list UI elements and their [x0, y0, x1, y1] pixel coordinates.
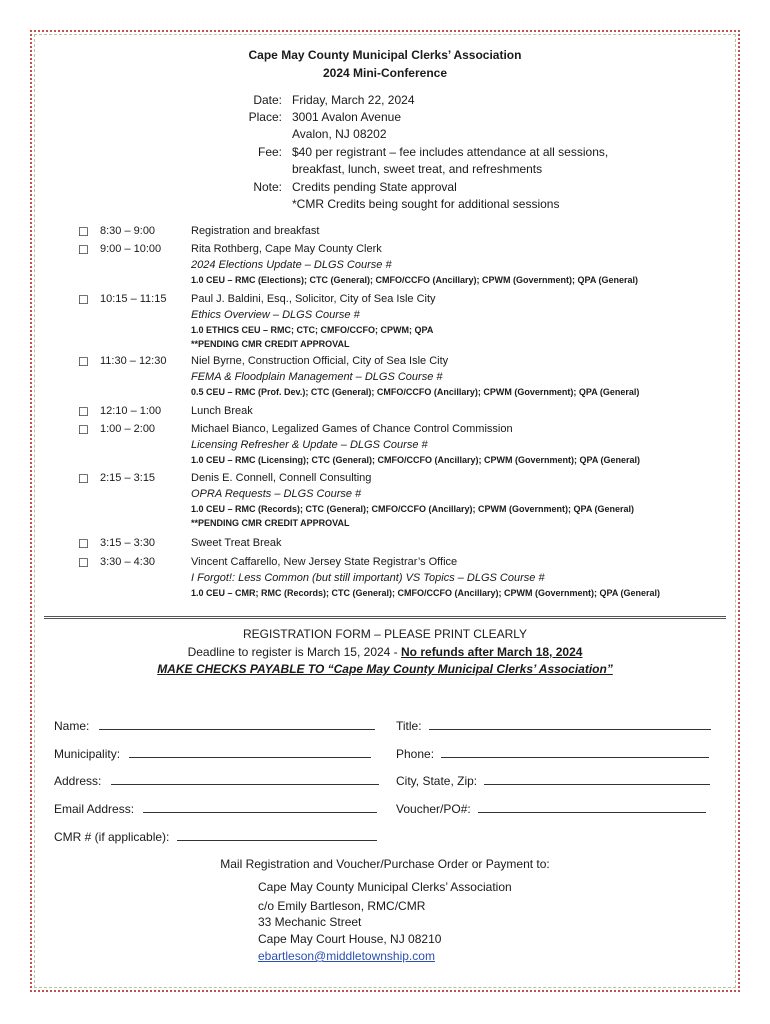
date-label: Date:: [253, 93, 282, 107]
credit-info: 0.5 CEU – RMC (Prof. Dev.); CTC (General); CMFO/CCFO (Ancillary); CPWM (Government); QPA (General): [191, 387, 640, 397]
city-state-zip-blank[interactable]: [484, 774, 710, 785]
course-title: Licensing Refresher & Update – DLGS Course #: [191, 439, 428, 451]
phone-label: Phone:: [396, 747, 435, 761]
session-checkbox[interactable]: ☐: [78, 355, 89, 369]
credit-info: 1.0 CEU – RMC (Licensing); CTC (General); CMFO/CCFO (Ancillary); CPWM (Government); QPA (General): [191, 455, 641, 465]
credit-info: **PENDING CMR CREDIT APPROVAL: [191, 518, 350, 528]
session-description: Rita Rothberg, Cape May County Clerk: [191, 243, 382, 255]
session-time: 3:30 – 4:30: [100, 556, 156, 568]
session-time: 8:30 – 9:00: [100, 225, 156, 237]
course-title: I Forgot!: Less Common (but still important) VS Topics – DLGS Course #: [191, 572, 545, 584]
fee-label: Fee:: [257, 145, 282, 159]
email-field[interactable]: [54, 802, 377, 816]
fee-line-2: breakfast, lunch, sweet treat, and refreshments: [292, 162, 543, 176]
deadline-text: Deadline to register is March 15, 2024 -: [187, 645, 402, 659]
session-description: Sweet Treat Break: [191, 537, 282, 549]
place-line-2: Avalon, NJ 08202: [292, 127, 387, 141]
place-line-1: 3001 Avalon Avenue: [292, 110, 401, 124]
credit-info: 1.0 ETHICS CEU – RMC; CTC; CMFO/CCFO; CPWM; QPA: [191, 325, 434, 335]
voucher-label: Voucher/PO#:: [396, 802, 471, 816]
session-time: 9:00 – 10:00: [100, 243, 162, 255]
email-label: Email Address:: [54, 802, 135, 816]
session-checkbox[interactable]: ☐: [78, 225, 89, 239]
credit-info: 1.0 CEU – RMC (Elections); CTC (General); CMFO/CCFO (Ancillary); CPWM (Government); QPA (General): [191, 275, 639, 285]
session-time: 10:15 – 11:15: [100, 293, 167, 305]
session-time: 11:30 – 12:30: [100, 355, 167, 367]
cmr-field[interactable]: [54, 830, 377, 844]
session-description: Michael Bianco, Legalized Games of Chance Control Commission: [191, 423, 513, 435]
municipality-blank[interactable]: [129, 747, 371, 758]
session-description: Lunch Break: [191, 405, 253, 417]
name-blank[interactable]: [99, 719, 375, 730]
credit-info: **PENDING CMR CREDIT APPROVAL: [191, 339, 350, 349]
document-subtitle: 2024 Mini-Conference: [322, 66, 448, 80]
session-description: Paul J. Baldini, Esq., Solicitor, City of Sea Isle City: [191, 293, 436, 305]
title-label: Title:: [396, 719, 422, 733]
note-line-2: *CMR Credits being sought for additional sessions: [292, 197, 560, 211]
mail-heading: Mail Registration and Voucher/Purchase Order or Payment to:: [220, 857, 550, 871]
deadline-line: [0, 645, 770, 659]
mail-address-line-1: Cape May County Municipal Clerks’ Association: [258, 880, 512, 894]
section-divider: [44, 616, 726, 619]
credit-info: 1.0 CEU – RMC (Records); CTC (General); CMFO/CCFO (Ancillary); CPWM (Government); QPA (General): [191, 504, 635, 514]
contact-email-link[interactable]: ebartleson@middletownship.com: [258, 949, 435, 963]
note-label: Note:: [253, 180, 282, 194]
title-field[interactable]: [396, 719, 711, 733]
place-label: Place:: [248, 110, 282, 124]
municipality-label: Municipality:: [54, 747, 121, 761]
phone-blank[interactable]: [441, 747, 709, 758]
title-blank[interactable]: [429, 719, 711, 730]
session-checkbox[interactable]: ☐: [78, 405, 89, 419]
phone-field[interactable]: [396, 747, 709, 761]
session-checkbox[interactable]: ☐: [78, 243, 89, 257]
session-description: Registration and breakfast: [191, 225, 320, 237]
date-value: Friday, March 22, 2024: [292, 93, 415, 107]
course-title: Ethics Overview – DLGS Course #: [191, 309, 360, 321]
session-checkbox[interactable]: ☐: [78, 556, 89, 570]
name-field[interactable]: [54, 719, 375, 733]
session-checkbox[interactable]: ☐: [78, 537, 89, 551]
session-checkbox[interactable]: ☐: [78, 472, 89, 486]
credit-info: 1.0 CEU – CMR; RMC (Records); CTC (General); CMFO/CCFO (Ancillary); CPWM (Government); QPA (General): [191, 588, 661, 598]
address-blank[interactable]: [111, 774, 379, 785]
course-title: FEMA & Floodplain Management – DLGS Course #: [191, 371, 443, 383]
session-time: 2:15 – 3:15: [100, 472, 156, 484]
voucher-field[interactable]: [396, 802, 706, 816]
registration-heading: REGISTRATION FORM – PLEASE PRINT CLEARLY: [242, 627, 528, 641]
session-time: 12:10 – 1:00: [100, 405, 162, 417]
document-title: Cape May County Municipal Clerks’ Association: [248, 48, 522, 62]
course-title: OPRA Requests – DLGS Course #: [191, 488, 362, 500]
email-blank[interactable]: [143, 802, 377, 813]
session-time: 1:00 – 2:00: [100, 423, 156, 435]
note-line-1: Credits pending State approval: [292, 180, 457, 194]
name-label: Name:: [54, 719, 90, 733]
no-refund-notice: No refunds after March 18, 2024: [401, 645, 583, 659]
session-description: Denis E. Connell, Connell Consulting: [191, 472, 372, 484]
course-title: 2024 Elections Update – DLGS Course #: [191, 259, 392, 271]
address-field[interactable]: [54, 774, 379, 788]
city-state-zip-field[interactable]: [396, 774, 710, 788]
session-description: Vincent Caffarello, New Jersey State Registrar’s Office: [191, 556, 458, 568]
mail-address-line-2: c/o Emily Bartleson, RMC/CMR: [258, 899, 426, 913]
session-checkbox[interactable]: ☐: [78, 423, 89, 437]
cmr-blank[interactable]: [177, 830, 377, 841]
municipality-field[interactable]: [54, 747, 371, 761]
cmr-label: CMR # (if applicable):: [54, 830, 170, 844]
city-state-zip-label: City, State, Zip:: [396, 774, 478, 788]
voucher-blank[interactable]: [478, 802, 706, 813]
session-time: 3:15 – 3:30: [100, 537, 156, 549]
mail-address-line-4: Cape May Court House, NJ 08210: [258, 932, 442, 946]
mail-address-line-3: 33 Mechanic Street: [258, 915, 362, 929]
session-checkbox[interactable]: ☐: [78, 293, 89, 307]
fee-line-1: $40 per registrant – fee includes attendance at all sessions,: [292, 145, 609, 159]
address-label: Address:: [54, 774, 102, 788]
session-description: Niel Byrne, Construction Official, City of Sea Isle City: [191, 355, 449, 367]
checks-payable: MAKE CHECKS PAYABLE TO “Cape May County Municipal Clerks’ Association”: [157, 662, 613, 676]
